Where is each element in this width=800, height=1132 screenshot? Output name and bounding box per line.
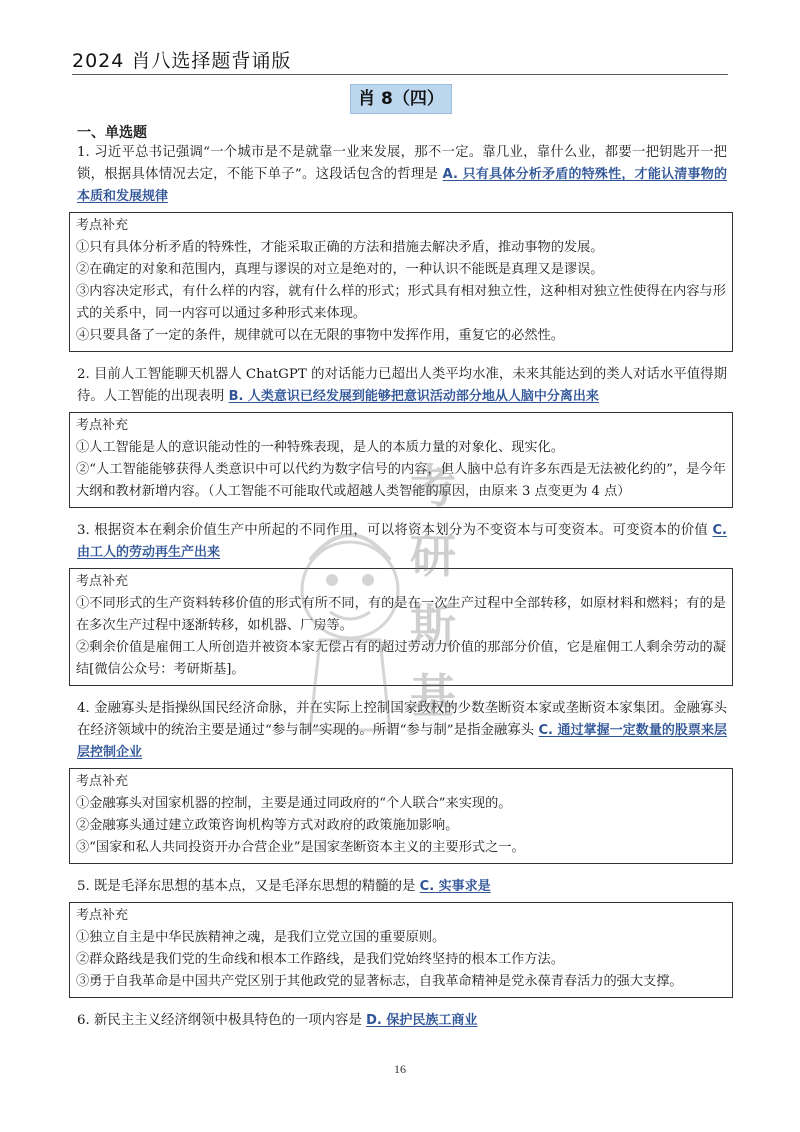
question-1: [77, 142, 727, 208]
key-point: ③内容决定形式，有什么样的内容，就有什么样的形式；形式具有相对独立性，这种相对独立性使得在内容与形式的关系中，同一内容可以通过多种形式来体现。: [76, 284, 726, 321]
header-title: 2024 肖八选择题背诵版: [72, 50, 292, 72]
question-stem: 2. 目前人工智能聊天机器人 ChatGPT 的对话能力已超出人类平均水准，未来其能达到的类人对话水平值得期待。人工智能的出现表明: [77, 367, 727, 404]
question-list: [77, 142, 727, 1032]
box-title: 考点补充: [76, 574, 129, 589]
key-point: ①不同形式的生产资料转移价值的形式有所不同，有的是在一次生产过程中全部转移，如原材料和燃料；有的是在多次生产过程中逐渐转移，如机器、厂房等。: [76, 596, 726, 633]
key-point-box: [69, 568, 733, 686]
key-point: ②“人工智能能够获得人类意识中可以代约为数字信号的内容，但人脑中总有许多东西是无法被化约的”，是今年大纲和教材新增内容。（人工智能不可能取代或超越人类智能的原因，由原来 3 点变更为 4 点）: [76, 462, 726, 499]
key-point: ①只有具体分析矛盾的特殊性，才能采取正确的方法和措施去解决矛盾，推动事物的发展。: [76, 240, 604, 255]
answer-link[interactable]: B. 人类意识已经发展到能够把意识活动部分地从人脑中分离出来: [228, 389, 599, 404]
key-point-box: [69, 902, 733, 998]
answer-link[interactable]: C. 由工人的劳动再生产出来: [77, 523, 727, 560]
question-4: [77, 698, 727, 764]
box-title: 考点补充: [76, 218, 129, 233]
question-stem: 6. 新民主主义经济纲领中极具特色的一项内容是: [77, 1013, 367, 1028]
question-stem: 1. 习近平总书记强调“一个城市是不是就靠一业来发展，那不一定。靠几业，靠什么业，都要一把钥匙开一把锁，根据具体情况去定，不能下单子”。这段话包含的哲理是: [77, 145, 727, 182]
key-point-box: [69, 412, 733, 508]
question-3: [77, 520, 727, 564]
answer-link[interactable]: C. 通过掌握一定数量的股票来层层控制企业: [77, 723, 728, 760]
question-6: [77, 1010, 727, 1032]
question-stem: 3. 根据资本在剩余价值生产中所起的不同作用，可以将资本划分为不变资本与可变资本。可变资本的价值: [77, 523, 713, 538]
page-header: [72, 44, 728, 75]
key-point: ②金融寡头通过建立政策咨询机构等方式对政府的政策施加影响。: [76, 818, 459, 833]
box-title: 考点补充: [76, 418, 129, 433]
key-point-box: [69, 212, 733, 352]
key-point: ①独立自主是中华民族精神之魂，是我们立党立国的重要原则。: [76, 930, 446, 945]
key-point: ②群众路线是我们党的生命线和根本工作路线，是我们党始终坚持的根本工作方法。: [76, 952, 564, 967]
question-2: [77, 364, 727, 408]
key-point: ①人工智能是人的意识能动性的一种特殊表现，是人的本质力量的对象化、现实化。: [76, 440, 564, 455]
key-point: ④只要具备了一定的条件，规律就可以在无限的事物中发挥作用，重复它的必然性。: [76, 328, 564, 343]
page-number: 16: [394, 1062, 406, 1076]
chapter-title: 肖 8（四）: [350, 84, 452, 114]
question-5: [77, 876, 727, 898]
question-stem: 4. 金融寡头是指操纵国民经济命脉，并在实际上控制国家政权的少数垄断资本家或垄断资本家集团。金融寡头在经济领域中的统治主要是通过“参与制”实现的。所谓“参与制”是指金融寡头: [77, 701, 727, 738]
key-point: ③勇于自我革命是中国共产党区别于其他政党的显著标志，自我革命精神是党永葆青春活力的强大支撑。: [76, 974, 683, 989]
key-point: ①金融寡头对国家机器的控制，主要是通过同政府的“个人联合”来实现的。: [76, 796, 512, 811]
key-point: ②在确定的对象和范围内，真理与谬误的对立是绝对的，一种认识不能既是真理又是谬误。: [76, 262, 604, 277]
answer-link[interactable]: C. 实事求是: [419, 879, 491, 894]
question-stem: 5. 既是毛泽东思想的基本点，又是毛泽东思想的精髓的是: [77, 879, 420, 894]
answer-link[interactable]: D. 保护民族工商业: [366, 1013, 478, 1028]
watermark-char: 研: [410, 529, 456, 583]
box-title: 考点补充: [76, 908, 129, 923]
key-point: ③“国家和私人共同投资开办合营企业”是国家垄断资本主义的主要形式之一。: [76, 840, 525, 855]
key-point: ②剩余价值是雇佣工人所创造并被资本家无偿占有的超过劳动力价值的那部分价值，它是雇佣工人剩余劳动的凝结[微信公众号：考研斯基]。: [76, 640, 726, 677]
watermark-char: 考: [410, 459, 456, 513]
key-point-box: [69, 768, 733, 864]
box-title: 考点补充: [76, 774, 129, 789]
watermark-char: 斯: [410, 599, 456, 653]
section-title: 一、单选题: [77, 125, 147, 141]
answer-link[interactable]: A. 只有具体分析矛盾的特殊性，才能认清事物的本质和发展规律: [77, 167, 727, 204]
watermark-char: 基: [410, 669, 456, 723]
